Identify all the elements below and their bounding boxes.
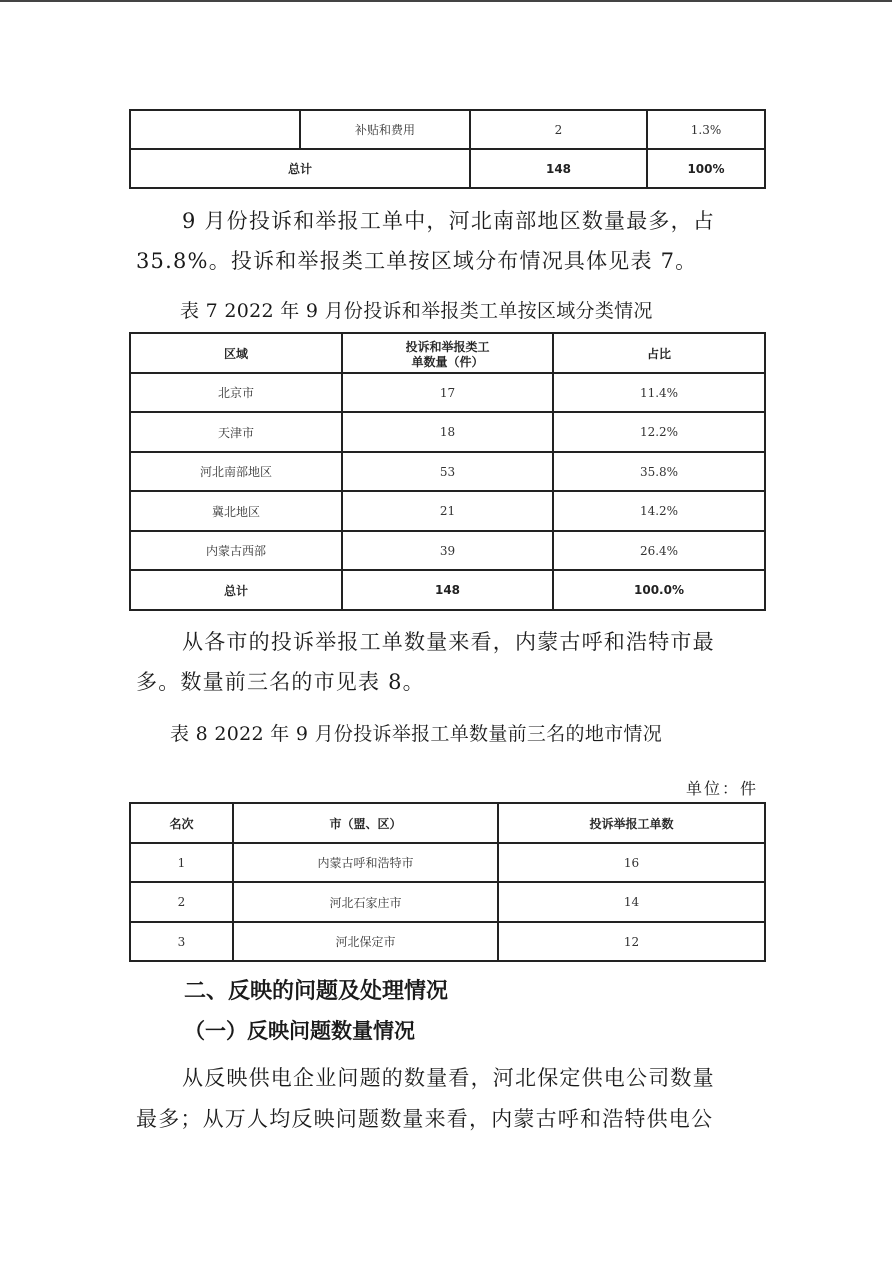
table8-unit: 单位：件 — [686, 779, 759, 798]
paragraph-line: 35.8%。投诉和举报类工单按区域分布情况具体见表 7。 — [136, 249, 698, 273]
total-pct: 100.0% — [553, 570, 765, 610]
paragraph-line: 从反映供电企业问题的数量看，河北保定供电公司数量 — [182, 1066, 715, 1090]
table-row — [130, 452, 765, 491]
table-cell: 11.4% — [553, 373, 765, 412]
table-cell: 补贴和费用 — [300, 110, 470, 149]
table-cell: 26.4% — [553, 531, 765, 570]
table-cell: 17 — [342, 373, 553, 412]
table-total-row — [130, 149, 765, 188]
header-city: 市（盟、区） — [233, 803, 498, 843]
table-cell: 12 — [498, 922, 765, 961]
total-count: 148 — [342, 570, 553, 610]
table-row — [130, 882, 765, 922]
paragraph-line: 9 月份投诉和举报工单中，河北南部地区数量最多，占 — [182, 209, 716, 233]
table-cell: 河北保定市 — [233, 922, 498, 961]
page-top-border — [0, 0, 892, 2]
table-row — [130, 922, 765, 961]
table-header-row — [130, 333, 765, 373]
table8 — [129, 802, 766, 962]
table8-caption: 表 8 2022 年 9 月份投诉举报工单数量前三名的地市情况 — [170, 723, 663, 745]
table-cell: 39 — [342, 531, 553, 570]
table-row — [130, 531, 765, 570]
table-row — [130, 412, 765, 452]
table-header-row — [130, 803, 765, 843]
paragraph-line: 最多；从万人均反映问题数量来看，内蒙古呼和浩特供电公 — [136, 1107, 714, 1131]
table-row — [130, 110, 765, 149]
table-cell: 河北石家庄市 — [233, 882, 498, 922]
header-rank: 名次 — [130, 803, 233, 843]
table-cell: 2 — [130, 882, 233, 922]
header-count: 投诉举报工单数 — [498, 803, 765, 843]
table-row — [130, 843, 765, 882]
header-count-text: 投诉和举报类工单数量（件） — [405, 340, 490, 369]
table-cell: 天津市 — [130, 412, 342, 452]
table-cell: 内蒙古呼和浩特市 — [233, 843, 498, 882]
table-cell: 16 — [498, 843, 765, 882]
section-heading: 二、反映的问题及处理情况 — [184, 979, 449, 1004]
table-cell: 河北南部地区 — [130, 452, 342, 491]
table-row — [130, 491, 765, 531]
paragraph-line: 多。数量前三名的市见表 8。 — [136, 670, 425, 694]
header-count — [342, 333, 553, 373]
table-cell: 3 — [130, 922, 233, 961]
table7-caption: 表 7 2022 年 9 月份投诉和举报类工单按区域分类情况 — [180, 300, 653, 322]
table-cell: 35.8% — [553, 452, 765, 491]
table-cell: 12.2% — [553, 412, 765, 452]
table-cell: 1 — [130, 843, 233, 882]
table-cell: 21 — [342, 491, 553, 531]
table-cell: 2 — [470, 110, 647, 149]
header-share: 占比 — [553, 333, 765, 373]
table-cell: 53 — [342, 452, 553, 491]
total-label: 总计 — [130, 149, 470, 188]
header-region: 区域 — [130, 333, 342, 373]
table-cell — [130, 110, 300, 149]
table-row — [130, 373, 765, 412]
table-cell: 北京市 — [130, 373, 342, 412]
paragraph-line: 从各市的投诉举报工单数量来看，内蒙古呼和浩特市最 — [182, 630, 715, 654]
table7 — [129, 332, 766, 611]
total-label: 总计 — [130, 570, 342, 610]
table-cell: 冀北地区 — [130, 491, 342, 531]
table-continued — [129, 109, 766, 189]
table-cell: 内蒙古西部 — [130, 531, 342, 570]
total-pct: 100% — [647, 149, 765, 188]
table-cell: 1.3% — [647, 110, 765, 149]
table-cell: 14 — [498, 882, 765, 922]
section-subheading: （一）反映问题数量情况 — [184, 1019, 415, 1043]
table-cell: 18 — [342, 412, 553, 452]
table-total-row — [130, 570, 765, 610]
total-count: 148 — [470, 149, 647, 188]
table-cell: 14.2% — [553, 491, 765, 531]
